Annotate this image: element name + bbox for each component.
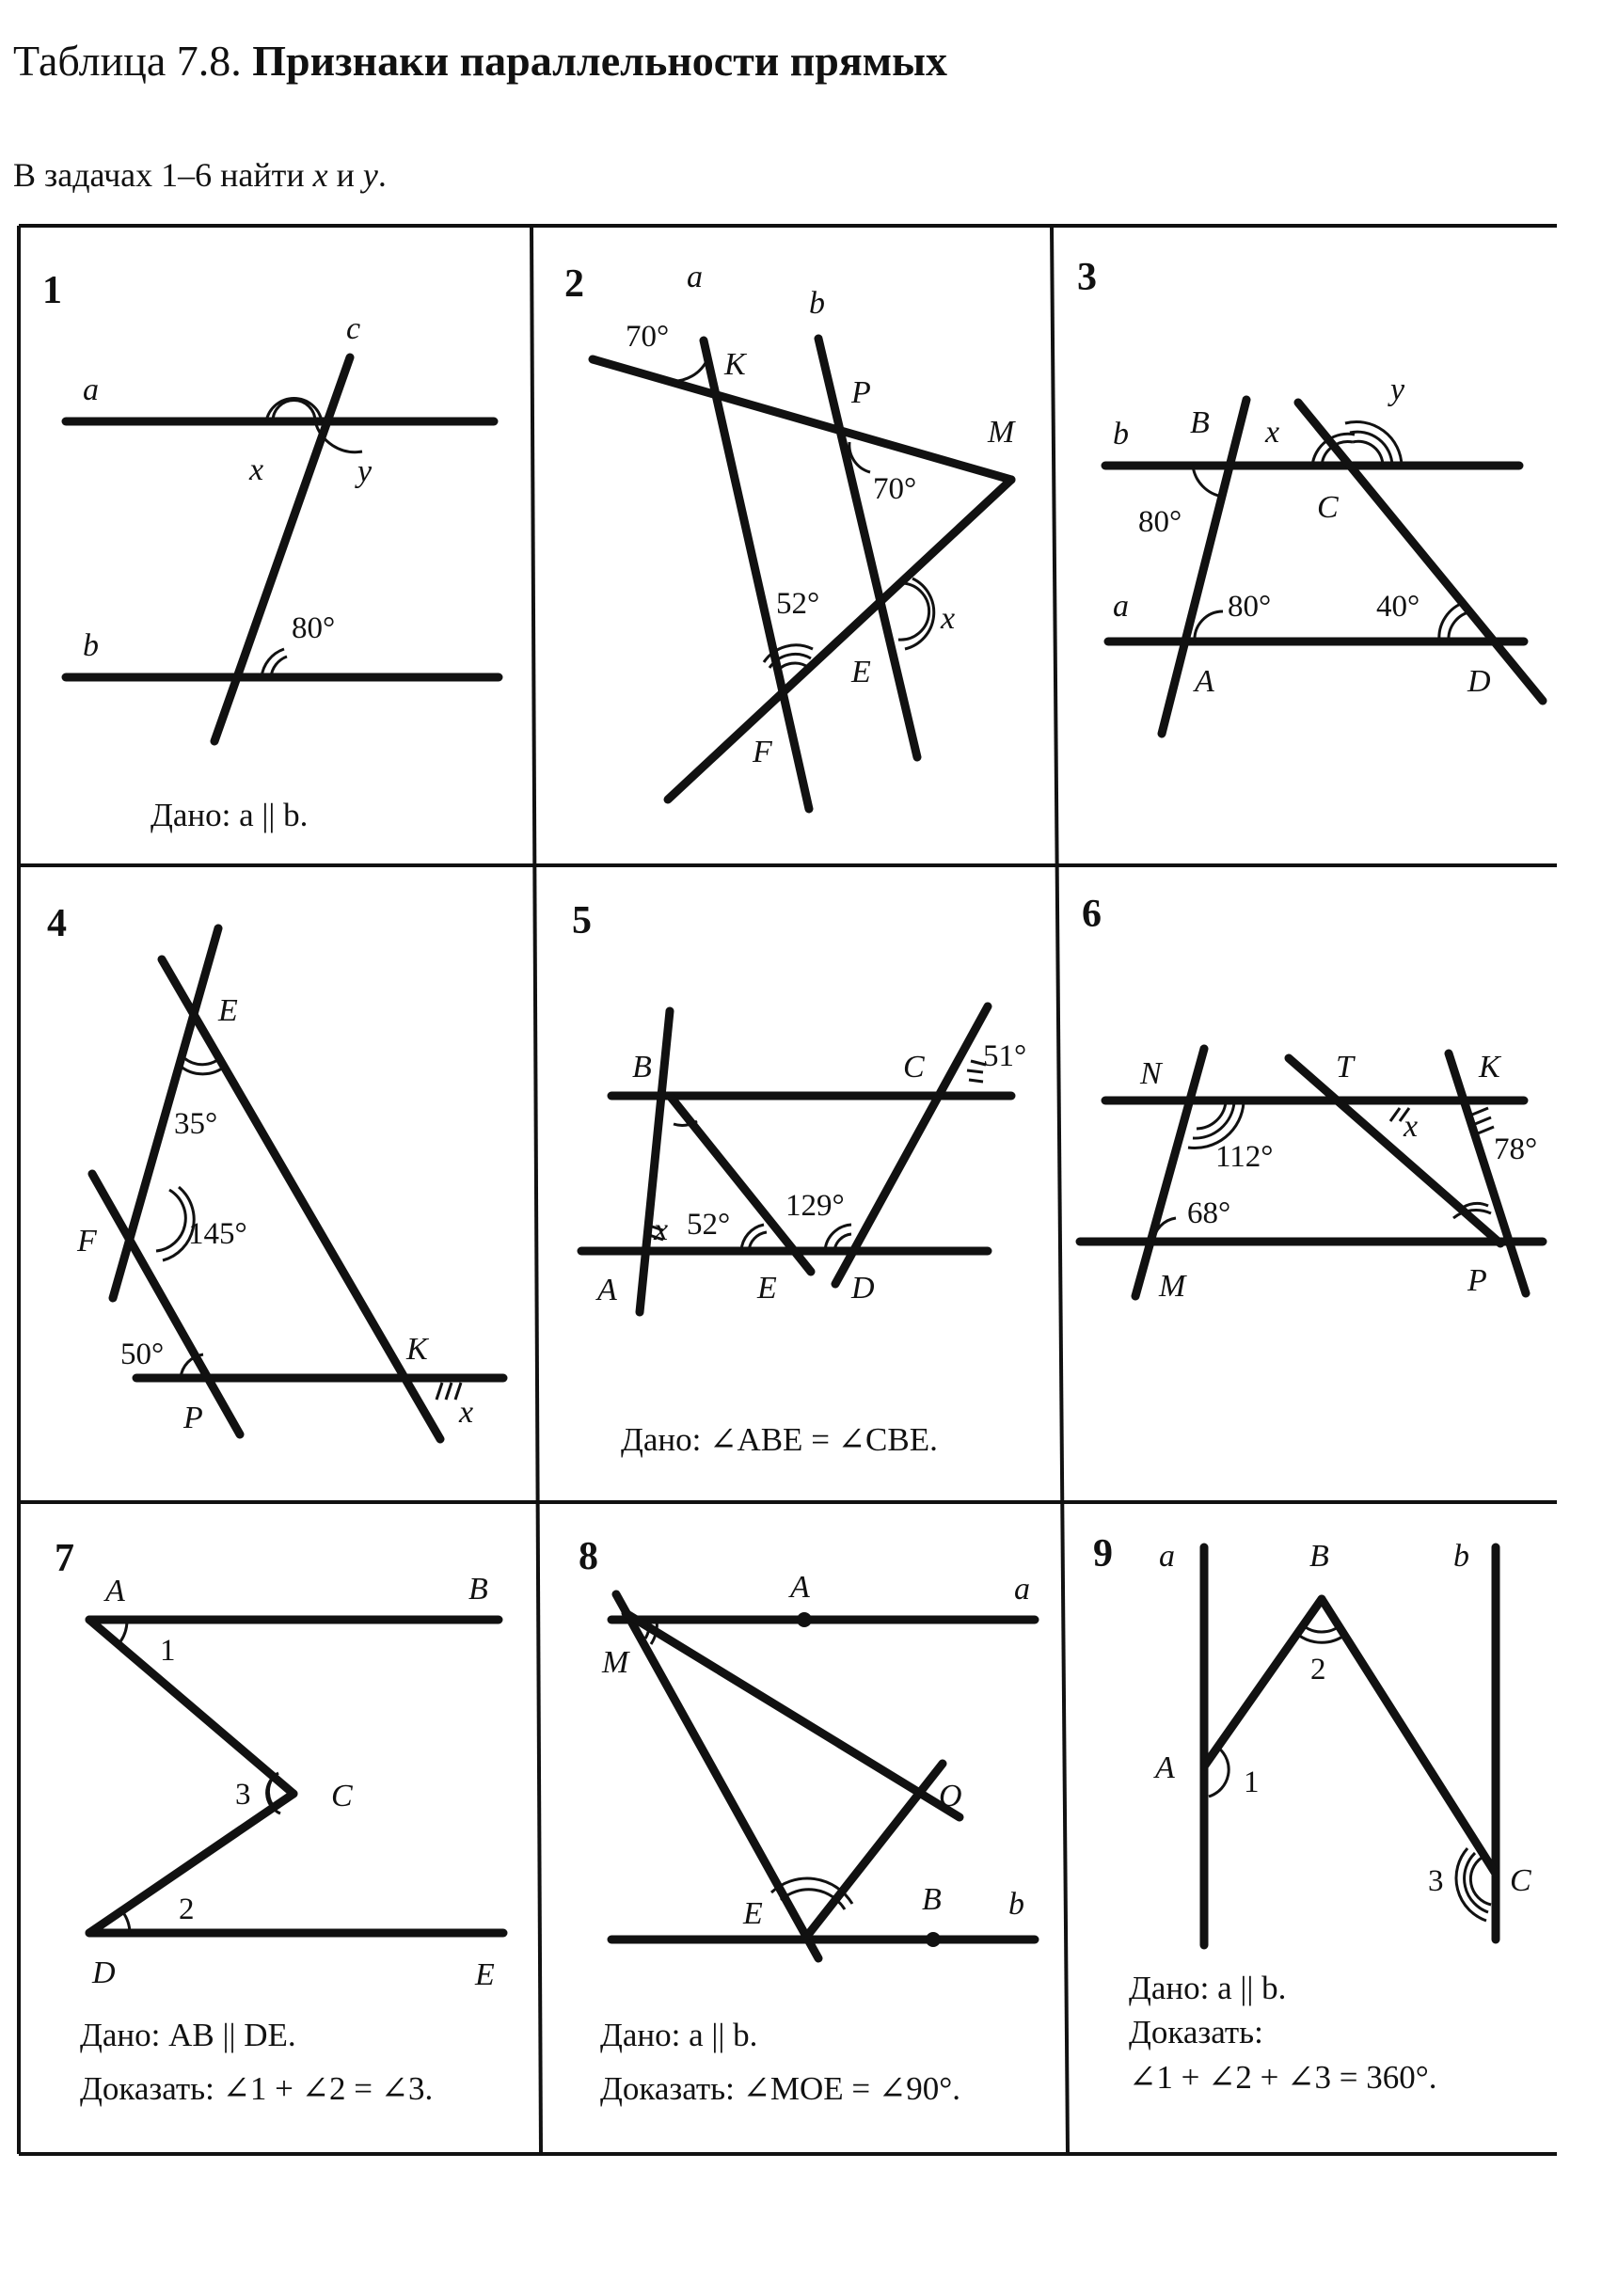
label-N: N [1140, 1056, 1162, 1091]
angle-label: 40° [1376, 590, 1420, 624]
point-B [926, 1932, 941, 1947]
line-BC [1322, 1599, 1496, 1874]
problem-number: 8 [579, 1535, 598, 1578]
label-D: D [92, 1956, 116, 1990]
angle-arc [1193, 1102, 1234, 1138]
label-T: T [1336, 1050, 1354, 1085]
label-x: x [654, 1212, 669, 1247]
table-heading: Признаки параллельности прямых [252, 37, 948, 85]
label-x: x [249, 452, 264, 487]
angle-arc [156, 1190, 185, 1251]
label-B: B [468, 1572, 488, 1607]
given-text: Дано: AB || DE. [80, 2017, 296, 2053]
angle-label: 80° [1138, 505, 1182, 539]
label-x: x [941, 601, 956, 636]
label-b: b [83, 628, 99, 663]
line-CD [1298, 403, 1543, 701]
instruction-y: y [362, 156, 378, 194]
problem-2 [564, 260, 1016, 809]
label-D: D [1467, 664, 1491, 699]
label-c: c [346, 311, 361, 346]
angle-arc [1193, 466, 1223, 497]
instruction-end: . [377, 156, 387, 194]
label-a: a [687, 260, 703, 294]
hatch-mark [436, 1383, 442, 1400]
problem-3 [1077, 256, 1543, 734]
label-a: a [1159, 1539, 1175, 1574]
label-C: C [1510, 1863, 1531, 1898]
problem-number: 1 [42, 269, 62, 312]
angle-mark-2: 2 [179, 1892, 195, 1926]
problem-number: 6 [1082, 893, 1102, 936]
line-MF [668, 480, 1011, 800]
prove-text: Доказать: ∠MOE = ∠90°. [600, 2070, 960, 2107]
label-E: E [757, 1271, 777, 1306]
line-BE [670, 1096, 811, 1272]
label-E: E [475, 1957, 495, 1992]
hatch-mark [967, 1070, 983, 1072]
angle-label: 112° [1215, 1140, 1274, 1174]
problem-1 [42, 269, 499, 833]
label-K: K [1479, 1050, 1500, 1085]
problem-number: 9 [1093, 1532, 1113, 1576]
point-A [797, 1612, 812, 1627]
angle-label: 145° [188, 1217, 247, 1251]
angle-label: 70° [626, 320, 670, 354]
label-A: A [1155, 1750, 1175, 1785]
line-FP [92, 1174, 240, 1434]
label-E: E [851, 655, 871, 689]
label-E: E [218, 993, 238, 1028]
angle-mark-3: 3 [235, 1778, 251, 1812]
label-A: A [105, 1574, 125, 1608]
given-text: Дано: a || b. [151, 797, 309, 833]
label-O: O [939, 1779, 962, 1813]
given-text: Дано: a || b. [600, 2017, 758, 2053]
label-M: M [602, 1645, 629, 1680]
angle-label: 129° [785, 1189, 845, 1223]
problem-number: 3 [1077, 256, 1097, 299]
label-D: D [851, 1271, 875, 1306]
label-C: C [331, 1779, 353, 1813]
label-F: F [77, 1224, 97, 1259]
instruction-and: и [336, 156, 355, 194]
prove-text: ∠1 + ∠2 + ∠3 = 360°. [1129, 2059, 1437, 2096]
angle-mark-3: 3 [1428, 1864, 1444, 1898]
hatch-mark [446, 1383, 452, 1400]
label-a: a [1113, 589, 1129, 624]
line-AC [89, 1620, 293, 1794]
angle-label: 52° [776, 587, 820, 621]
angle-mark-1: 1 [1244, 1766, 1260, 1799]
label-K: K [724, 347, 746, 382]
problem-8 [579, 1535, 1035, 2107]
line-TP [1289, 1058, 1500, 1243]
line-MO [626, 1613, 960, 1817]
angle-arc [1195, 611, 1223, 641]
angle-label: 50° [120, 1338, 165, 1371]
label-a: a [83, 372, 99, 407]
label-b: b [1008, 1887, 1024, 1922]
line-c [214, 357, 350, 741]
label-C: C [903, 1050, 925, 1085]
angle-arc [898, 583, 929, 640]
hatch-mark [969, 1080, 983, 1082]
label-A: A [597, 1273, 617, 1307]
angle-label: 70° [873, 472, 917, 506]
problem-9 [1093, 1532, 1531, 2096]
instruction-x: x [312, 156, 328, 194]
line-CD [835, 1006, 988, 1284]
label-M: M [1159, 1269, 1186, 1304]
line-KM [593, 359, 1011, 480]
label-x: x [1404, 1109, 1419, 1144]
hatch-mark [1475, 1117, 1491, 1124]
angle-label: 80° [1228, 590, 1272, 624]
table-number: Таблица 7.8. [13, 37, 242, 85]
prove-text: Доказать: ∠1 + ∠2 = ∠3. [80, 2070, 434, 2107]
label-P: P [183, 1401, 203, 1435]
given-text: Дано: a || b. [1129, 1970, 1287, 2006]
line-ME [616, 1594, 818, 1958]
label-a: a [1014, 1572, 1030, 1607]
label-y: y [357, 454, 373, 489]
angle-label: 68° [1187, 1196, 1231, 1230]
label-P: P [851, 375, 871, 410]
problem-number: 7 [55, 1537, 74, 1580]
label-x: x [459, 1395, 474, 1430]
problem-5 [572, 899, 1026, 1458]
angle-label: 78° [1494, 1132, 1538, 1166]
given-text: Дано: ∠ABE = ∠CBE. [621, 1421, 938, 1458]
angle-arc [1197, 1102, 1226, 1129]
label-b: b [1453, 1539, 1469, 1574]
label-b: b [1113, 417, 1129, 451]
label-M: M [988, 415, 1015, 450]
angle-arc [1298, 1635, 1345, 1642]
angle-mark-1: 1 [160, 1634, 176, 1668]
problem-6 [1080, 893, 1543, 1304]
problem-number: 5 [572, 899, 592, 942]
angle-mark-2: 2 [1310, 1653, 1326, 1686]
label-A: A [1195, 664, 1214, 699]
label-F: F [753, 735, 772, 769]
angle-arc [1350, 432, 1392, 466]
label-K: K [406, 1332, 428, 1367]
line-AB [1204, 1599, 1322, 1766]
angle-label: 80° [292, 611, 336, 645]
label-B: B [1190, 405, 1210, 440]
line-KP [1449, 1053, 1526, 1293]
label-B: B [922, 1882, 942, 1917]
prove-label: Доказать: [1129, 2014, 1263, 2051]
label-A: A [790, 1570, 810, 1605]
angle-arc [1345, 421, 1402, 466]
label-C: C [1317, 490, 1339, 525]
label-B: B [632, 1050, 652, 1085]
angle-label: 52° [687, 1208, 731, 1242]
instruction-lead: В задачах 1–6 найти [13, 156, 305, 194]
label-y: y [1390, 372, 1405, 407]
angle-arc [670, 359, 707, 381]
problem-number: 2 [564, 262, 584, 306]
angle-label: 35° [174, 1107, 218, 1141]
angle-label: 51° [983, 1039, 1027, 1073]
label-P: P [1467, 1263, 1487, 1298]
hatch-mark [1390, 1108, 1400, 1121]
problem-4 [47, 902, 503, 1439]
hatch-mark [1478, 1127, 1494, 1133]
problem-7 [55, 1537, 503, 2107]
label-E: E [743, 1896, 763, 1931]
hatch-mark [1472, 1108, 1488, 1115]
label-B: B [1309, 1539, 1329, 1574]
label-x: x [1265, 415, 1280, 450]
problem-number: 4 [47, 902, 67, 945]
label-b: b [809, 286, 825, 321]
